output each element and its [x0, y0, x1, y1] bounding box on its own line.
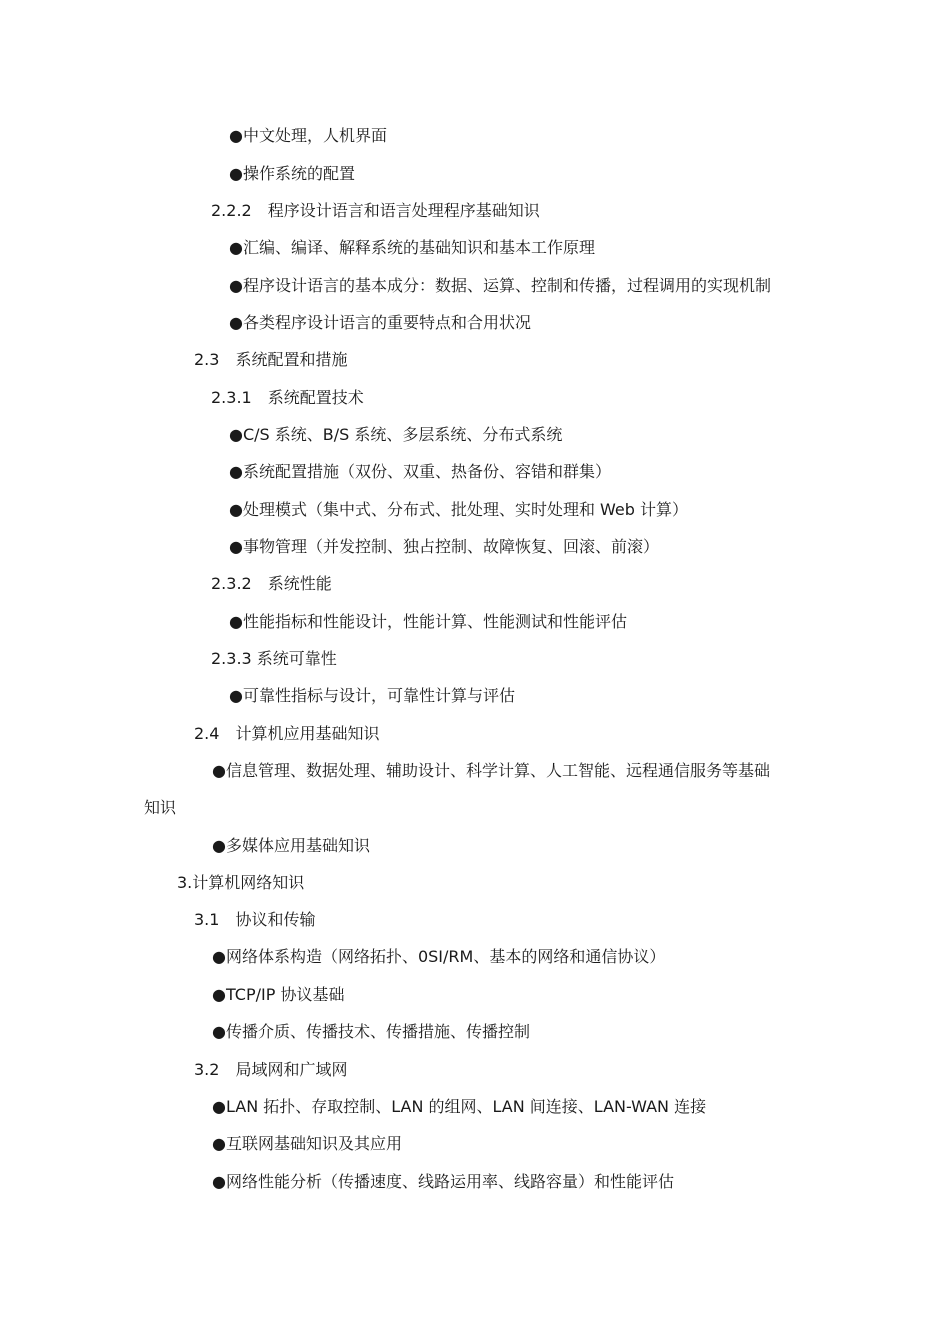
bullet-item: ●信息管理、数据处理、辅助设计、科学计算、人工智能、远程通信服务等基础 — [212, 761, 770, 780]
bullet-item: ●事物管理（并发控制、独占控制、故障恢复、回滚、前滚） — [229, 537, 659, 556]
bullet-continuation: 知识 — [144, 798, 177, 817]
bullet-item: ●传播介质、传播技术、传播措施、传播控制 — [212, 1022, 530, 1041]
section-heading: 3.1 协议和传输 — [194, 910, 316, 929]
bullet-item: ●各类程序设计语言的重要特点和合用状况 — [229, 313, 531, 332]
bullet-item: ●系统配置措施（双份、双重、热备份、容错和群集） — [229, 462, 611, 481]
section-heading: 2.3 系统配置和措施 — [194, 350, 348, 369]
bullet-item: ●操作系统的配置 — [229, 164, 355, 183]
bullet-item: ●性能指标和性能设计，性能计算、性能测试和性能评估 — [229, 612, 627, 631]
bullet-item: ●网络体系构造（网络拓扑、0SI/RM、基本的网络和通信协议） — [212, 947, 666, 966]
bullet-item: ●汇编、编译、解释系统的基础知识和基本工作原理 — [229, 238, 595, 257]
section-heading: 3.2 局域网和广域网 — [194, 1060, 348, 1079]
section-heading: 2.3.3 系统可靠性 — [211, 649, 337, 668]
bullet-item: ●程序设计语言的基本成分：数据、运算、控制和传播，过程调用的实现机制 — [229, 276, 771, 295]
section-heading: 2.3.2 系统性能 — [211, 574, 332, 593]
bullet-item: ●中文处理，人机界面 — [229, 126, 387, 145]
bullet-item: ●C/S 系统、B/S 系统、多层系统、分布式系统 — [229, 425, 563, 444]
bullet-item: ●互联网基础知识及其应用 — [212, 1134, 402, 1153]
section-heading: 2.4 计算机应用基础知识 — [194, 724, 380, 743]
section-heading: 2.3.1 系统配置技术 — [211, 388, 364, 407]
bullet-item: ●处理模式（集中式、分布式、批处理、实时处理和 Web 计算） — [229, 500, 689, 519]
chapter-heading: 3.计算机网络知识 — [177, 873, 305, 892]
bullet-item: ●TCP/IP 协议基础 — [212, 985, 345, 1004]
bullet-item: ●可靠性指标与设计，可靠性计算与评估 — [229, 686, 515, 705]
bullet-item: ●LAN 拓扑、存取控制、LAN 的组网、LAN 间连接、LAN-WAN 连接 — [212, 1097, 707, 1116]
bullet-item: ●网络性能分析（传播速度、线路运用率、线路容量）和性能评估 — [212, 1172, 674, 1191]
bullet-item: ●多媒体应用基础知识 — [212, 836, 370, 855]
section-heading: 2.2.2 程序设计语言和语言处理程序基础知识 — [211, 201, 540, 220]
